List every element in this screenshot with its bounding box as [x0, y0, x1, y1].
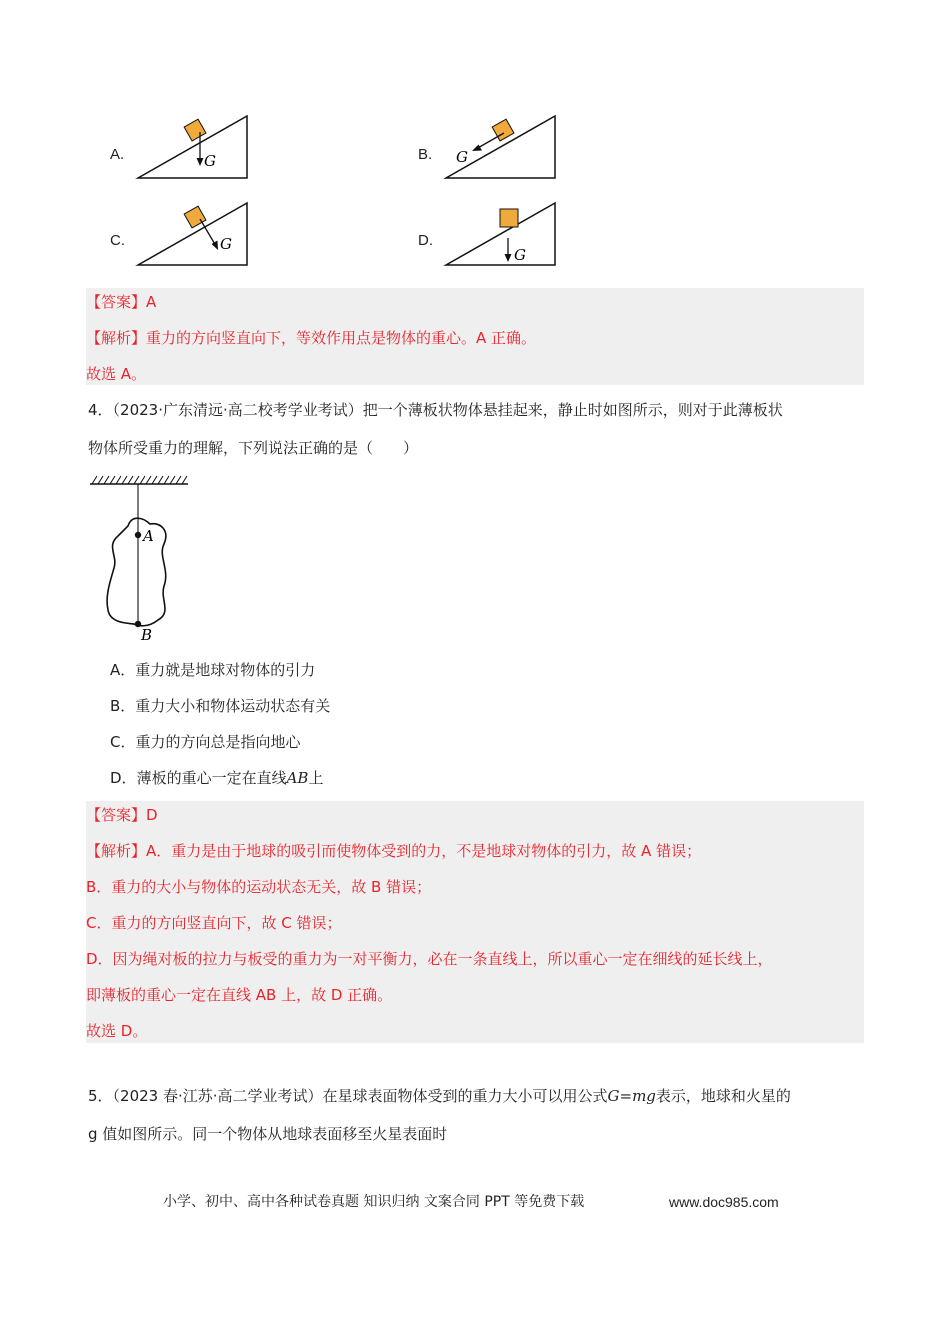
q4-analysis-text-1: A．重力是由于地球的吸引而使物体受到的力，不是地球对物体的引力，故 A 错误；: [146, 842, 702, 860]
q4-option-c-label: C．: [110, 733, 136, 751]
q4-option-b[interactable]: [110, 696, 330, 716]
q4-point-b-label: B: [141, 626, 153, 644]
q4-option-a[interactable]: [110, 660, 315, 680]
q3-conclusion: 故选 A。: [86, 365, 147, 383]
q5-stem-post: 表示，地球和火星的: [655, 1087, 791, 1105]
q4-option-a-text: 重力就是地球对物体的引力: [135, 661, 316, 679]
q3-option-b-label[interactable]: B.: [418, 146, 433, 163]
q4-stem-line1: 4．（2023·广东清远·高二校考学业考试）把一个薄板状物体悬挂起来，静止时如图所示，则对于此薄板状: [88, 401, 783, 419]
q3-b-force-label: G: [456, 148, 468, 166]
q4-option-c-text: 重力的方向总是指向地心: [135, 733, 301, 751]
q3-a-force-label: G: [204, 152, 216, 170]
q4-option-d-text: 薄板的重心一定在直线: [136, 769, 287, 787]
q5-stem-pre: 5．（2023 春·江苏·高二学业考试）在星球表面物体受到的重力大小可以用公式: [88, 1087, 608, 1105]
q5-formula: G=mg: [607, 1087, 656, 1105]
q4-option-d-label: D．: [110, 769, 137, 787]
q3-c-force-label: G: [220, 235, 232, 253]
q4-analysis-line-5: 即薄板的重心一定在直线 AB 上，故 D 正确。: [86, 986, 393, 1004]
q3-option-c-label[interactable]: C.: [110, 232, 125, 249]
q3-analysis-tag: 【解析】: [86, 329, 147, 347]
q4-option-c[interactable]: [110, 732, 301, 752]
q4-option-d-tail: 上: [308, 769, 324, 787]
q4-analysis-tag: 【解析】: [86, 842, 147, 860]
q4-hanging-plate-figure: [88, 474, 198, 646]
q4-stem-line2: 物体所受重力的理解，下列说法正确的是（ ）: [88, 439, 419, 457]
q3-option-d-figure: [438, 195, 563, 275]
q4-conclusion: 故选 D。: [86, 1022, 148, 1040]
q4-option-b-text: 重力大小和物体运动状态有关: [135, 697, 331, 715]
q4-analysis-line-4: D．因为绳对板的拉力与板受的重力为一对平衡力，必在一条直线上，所以重心一定在细线的延长线上，: [86, 950, 773, 968]
q4-answer-box: [86, 801, 864, 1043]
q4-analysis-line-3: C．重力的方向竖直向下，故 C 错误；: [86, 914, 342, 932]
q3-analysis-text: 重力的方向竖直向下，等效作用点是物体的重心。A 正确。: [146, 329, 537, 347]
q3-option-a-figure: [130, 108, 255, 188]
q3-d-force-label: G: [514, 246, 526, 264]
q4-option-d[interactable]: [110, 768, 323, 788]
q3-answer-tag: 【答案】: [86, 293, 147, 311]
q4-answer-line: [86, 805, 158, 825]
q3-option-d-label[interactable]: D.: [418, 232, 433, 249]
q3-answer-value: A: [146, 293, 157, 311]
q4-option-b-label: B．: [110, 697, 136, 715]
q4-option-d-italic: AB: [286, 769, 309, 787]
q3-answer-line: [86, 292, 156, 312]
q4-answer-tag: 【答案】: [86, 806, 147, 824]
q5-stem-line2: g 值如图所示。同一个物体从地球表面移至火星表面时: [88, 1125, 448, 1143]
footer-url[interactable]: www.doc985.com: [669, 1194, 779, 1210]
q3-answer-box: [86, 288, 864, 385]
q3-option-b-figure: [438, 108, 563, 188]
q5-stem-line1: [88, 1086, 791, 1106]
q4-analysis-line-2: B．重力的大小与物体的运动状态无关，故 B 错误；: [86, 878, 432, 896]
q4-analysis-line-1: [86, 841, 701, 861]
q3-option-c-figure: [130, 195, 255, 275]
q3-option-a-label[interactable]: A.: [110, 146, 125, 163]
q3-analysis-line: [86, 328, 536, 348]
footer-text: 小学、初中、高中各种试卷真题 知识归纳 文案合同 PPT 等免费下载: [163, 1194, 585, 1210]
q4-answer-value: D: [146, 806, 158, 824]
q4-option-a-label: A．: [110, 661, 136, 679]
q4-point-a-label: A: [143, 527, 154, 545]
